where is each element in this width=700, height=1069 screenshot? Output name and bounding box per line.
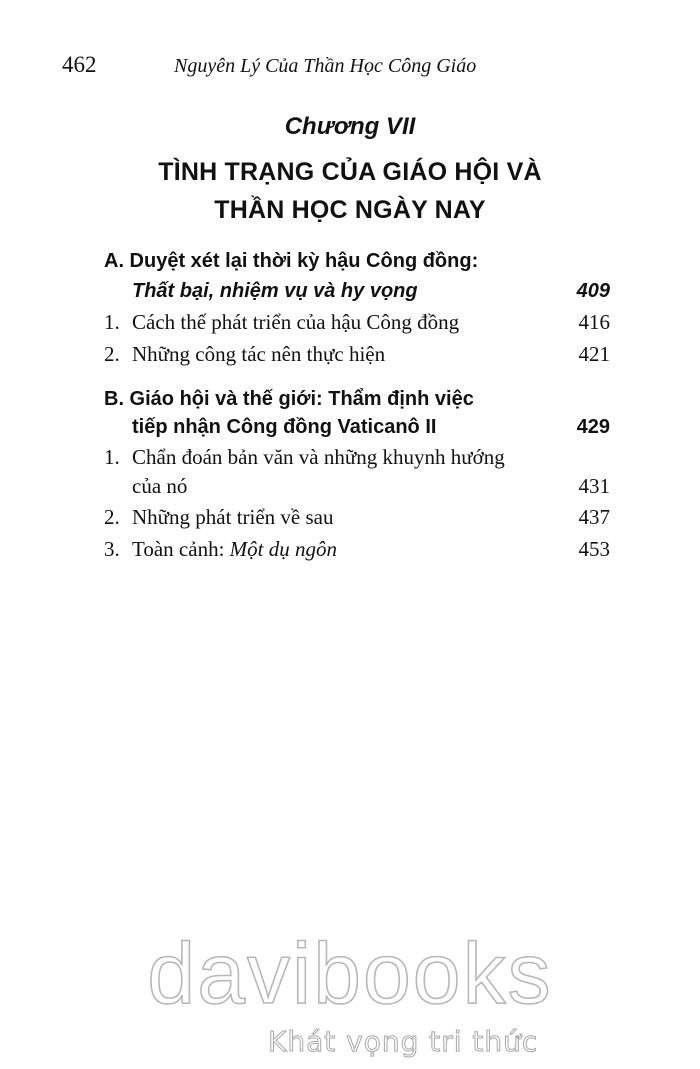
watermark-tagline: Khát vọng tri thức [268,1025,539,1058]
item-text: Những công tác nên thực hiện [132,342,386,366]
section-b-heading-line-2: tiếp nhận Công đồng Vaticanô II [132,416,437,438]
watermark-brand: davibooks [147,926,553,1022]
toc-item-b2[interactable] [104,501,610,533]
item-page: 431 [578,474,610,498]
item-page: 453 [578,537,610,561]
chapter-title-line-1: TÌNH TRẠNG CỦA GIÁO HỘI VÀ [158,158,542,186]
item-number: 3. [104,537,120,561]
item-text [132,533,570,565]
page-number: 462 [62,52,97,77]
toc-item-b3[interactable] [104,533,610,565]
item-page: 437 [578,505,610,529]
section-b-heading-line-1: B. Giáo hội và thế giới: Thẩm định việc [104,388,474,410]
toc-item-b1[interactable] [104,443,610,501]
chapter-title [0,153,700,229]
item-text: Những phát triển về sau [132,505,334,529]
item-number: 1. [104,310,120,334]
item-text-continued: của nó [132,474,188,498]
item-page: 416 [578,310,610,334]
item-number: 2. [104,505,120,529]
section-a-heading-line-2: Thất bại, nhiệm vụ và hy vọng [132,280,418,302]
item-text: Cách thế phát triển của hậu Công đồng [132,310,460,334]
item-text: Chẩn đoán bản văn và những khuynh hướng [132,445,505,469]
section-b-page: 429 [576,416,610,438]
toc-section-b[interactable] [104,385,610,441]
item-number: 1. [104,445,120,469]
chapter-title-line-2: THẦN HỌC NGÀY NAY [214,196,486,224]
item-text-plain: Toàn cảnh: [132,537,230,561]
toc-item-a2[interactable] [104,338,610,370]
section-a-page: 409 [576,280,610,302]
table-of-contents [104,246,610,565]
item-page: 421 [578,342,610,366]
toc-section-a[interactable] [104,246,610,306]
running-title: Nguyên Lý Của Thần Học Công Giáo [174,55,477,77]
chapter-label: Chương VII [284,113,416,140]
toc-item-a1[interactable] [104,306,610,338]
item-text-italic: Một dụ ngôn [229,537,337,561]
item-number: 2. [104,342,120,366]
section-a-heading-line-1: A. Duyệt xét lại thời kỳ hậu Công đồng: [104,250,479,272]
